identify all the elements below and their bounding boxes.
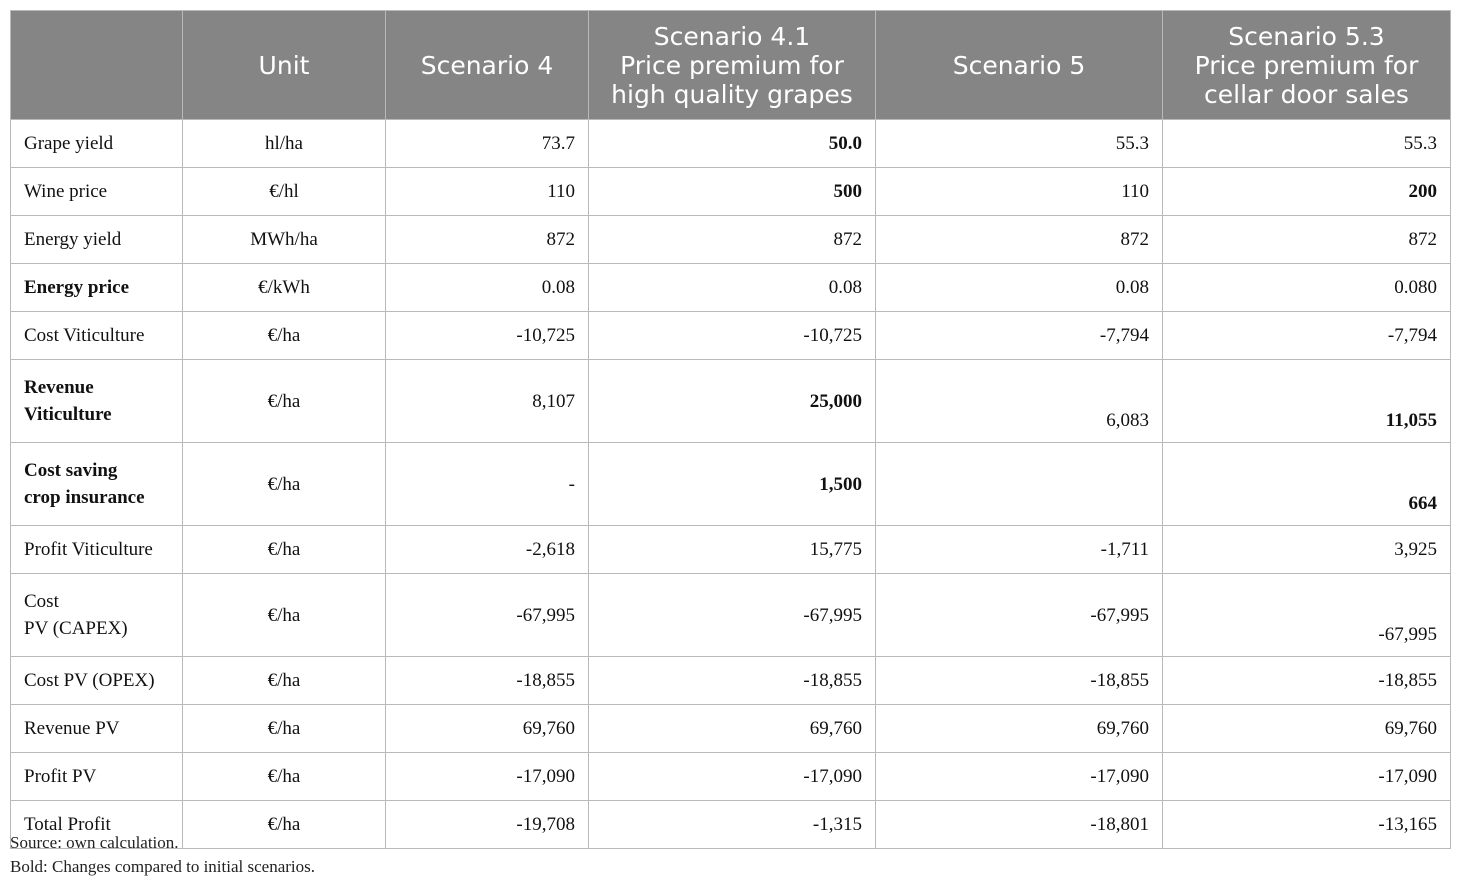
row-label [11,360,183,443]
cell-scenario-4-1: 872 [589,216,876,264]
header-scenario-5 [876,11,1163,120]
cell-scenario-5-3: 55.3 [1163,120,1451,168]
cell-scenario-5-3: -13,165 [1163,801,1451,849]
cell-scenario-4-1: 50.0 [589,120,876,168]
cell-scenario-4: -17,090 [386,753,589,801]
bold-legend-note: Bold: Changes compared to initial scenarios. [10,857,315,876]
cell-scenario-5: 0.08 [876,264,1163,312]
header-row [11,11,1451,120]
cell-scenario-4-1: 0.08 [589,264,876,312]
cell-scenario-4-1: 1,500 [589,443,876,526]
cell-scenario-5-3: 872 [1163,216,1451,264]
row-unit: MWh/ha [183,216,386,264]
cell-scenario-5-3: -18,855 [1163,657,1451,705]
table-row [11,168,1451,216]
row-label-line: PV (CAPEX) [24,618,128,639]
cell-scenario-5: -7,794 [876,312,1163,360]
cell-scenario-4: 0.08 [386,264,589,312]
cell-scenario-4-1: 69,760 [589,705,876,753]
cell-scenario-4: -19,708 [386,801,589,849]
cell-scenario-4-1: -17,090 [589,753,876,801]
cell-scenario-5: -17,090 [876,753,1163,801]
header-empty-cell [11,11,183,120]
cell-scenario-4: 110 [386,168,589,216]
scenario-comparison-table [10,10,1451,849]
row-label: Energy yield [11,216,183,264]
header-scenario-4-1 [589,11,876,120]
source-note: Source: own calculation. [10,833,179,852]
table-row [11,120,1451,168]
row-label-line: crop insurance [24,487,145,508]
cell-scenario-4-1: 500 [589,168,876,216]
row-unit: €/ha [183,753,386,801]
cell-scenario-5-3: 69,760 [1163,705,1451,753]
header-scenario-4-1-line2: Price premium for [620,50,844,80]
cell-scenario-4-1: 25,000 [589,360,876,443]
row-unit: €/ha [183,526,386,574]
cell-scenario-4: -2,618 [386,526,589,574]
row-label: Total Profit [11,801,183,849]
header-scenario-5-3-line3: cellar door sales [1204,79,1409,109]
cell-scenario-4: 69,760 [386,705,589,753]
cell-scenario-5 [876,443,1163,526]
row-unit: €/hl [183,168,386,216]
row-label-line: Cost saving [24,460,118,481]
header-scenario-4-1-line3: high quality grapes [611,79,853,109]
row-unit: €/kWh [183,264,386,312]
table-row [11,753,1451,801]
cell-scenario-4-1: -67,995 [589,574,876,657]
header-unit [183,11,386,120]
row-label: Profit PV [11,753,183,801]
header-scenario-5-3-line1: Scenario 5.3 [1228,21,1385,51]
cell-scenario-4: -10,725 [386,312,589,360]
row-unit: €/ha [183,657,386,705]
row-label-line: Cost [24,591,59,612]
table-header [11,11,1451,120]
table-row [11,312,1451,360]
table-row [11,657,1451,705]
row-label: Wine price [11,168,183,216]
row-unit: €/ha [183,360,386,443]
cell-scenario-5: 110 [876,168,1163,216]
cell-scenario-5: 872 [876,216,1163,264]
row-label: Profit Viticulture [11,526,183,574]
header-scenario-5-3 [1163,11,1451,120]
cell-scenario-5-3: -7,794 [1163,312,1451,360]
row-label: Cost Viticulture [11,312,183,360]
table-row [11,526,1451,574]
cell-scenario-4: 872 [386,216,589,264]
row-unit: €/ha [183,312,386,360]
table-row [11,264,1451,312]
cell-scenario-5: 69,760 [876,705,1163,753]
row-label: Grape yield [11,120,183,168]
header-scenario-5-3-line2: Price premium for [1194,50,1419,80]
row-label-line: Viticulture [24,404,112,425]
row-label [11,574,183,657]
cell-scenario-4-1: -10,725 [589,312,876,360]
cell-scenario-5: 6,083 [876,360,1163,443]
row-unit: hl/ha [183,120,386,168]
table-body [11,120,1451,849]
cell-scenario-5-3: 0.080 [1163,264,1451,312]
table-row [11,574,1451,657]
cell-scenario-4: 73.7 [386,120,589,168]
cell-scenario-4-1: -1,315 [589,801,876,849]
table-notes [10,831,315,879]
row-unit: €/ha [183,705,386,753]
cell-scenario-5-3: 11,055 [1163,360,1451,443]
cell-scenario-4-1: 15,775 [589,526,876,574]
table-row [11,705,1451,753]
table-row [11,216,1451,264]
header-scenario-4-1-line1: Scenario 4.1 [653,21,811,51]
cell-scenario-4: -67,995 [386,574,589,657]
cell-scenario-4: - [386,443,589,526]
row-label: Cost PV (OPEX) [11,657,183,705]
header-scenario-4-text: Scenario 4 [420,50,554,80]
table-row [11,360,1451,443]
cell-scenario-5: -67,995 [876,574,1163,657]
cell-scenario-4: -18,855 [386,657,589,705]
cell-scenario-5-3: 3,925 [1163,526,1451,574]
row-unit: €/ha [183,574,386,657]
cell-scenario-5-3: 664 [1163,443,1451,526]
row-unit: €/ha [183,801,386,849]
cell-scenario-5: -1,711 [876,526,1163,574]
cell-scenario-5: 55.3 [876,120,1163,168]
cell-scenario-5-3: -67,995 [1163,574,1451,657]
row-label: Revenue PV [11,705,183,753]
row-unit: €/ha [183,443,386,526]
cell-scenario-5: -18,801 [876,801,1163,849]
table-row [11,443,1451,526]
cell-scenario-5-3: -17,090 [1163,753,1451,801]
cell-scenario-5-3: 200 [1163,168,1451,216]
cell-scenario-4-1: -18,855 [589,657,876,705]
header-unit-text: Unit [258,50,310,80]
header-scenario-4 [386,11,589,120]
row-label [11,443,183,526]
row-label: Energy price [11,264,183,312]
cell-scenario-4: 8,107 [386,360,589,443]
table-container [10,10,1450,849]
header-scenario-5-text: Scenario 5 [952,50,1086,80]
cell-scenario-5: -18,855 [876,657,1163,705]
row-label-line: Revenue [24,377,94,398]
